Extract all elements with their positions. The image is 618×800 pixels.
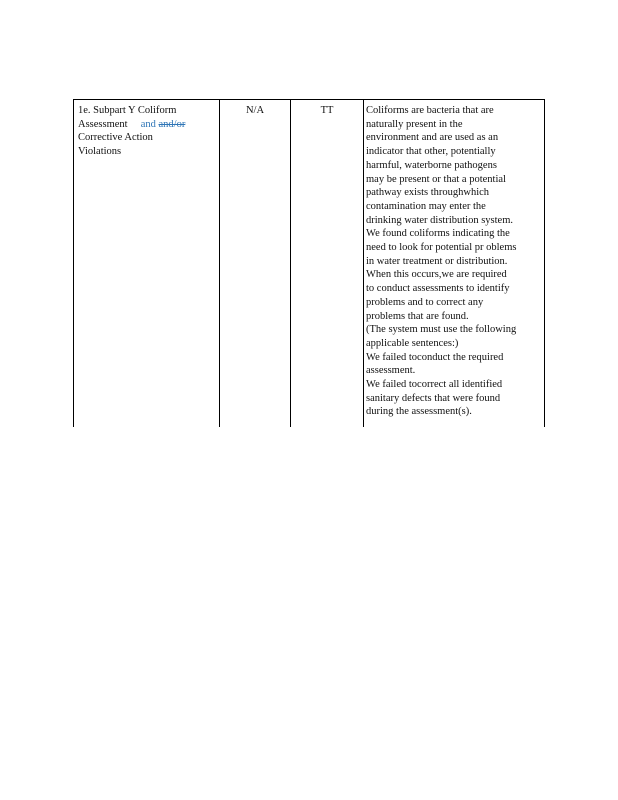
explanation-line: harmful, waterborne pathogens [366,159,497,171]
contaminant-line-prefix: Assessment [78,118,128,130]
explanation-line: need to look for potential pr oblems [366,242,517,254]
explanation-line: We failed toconduct the required [366,351,504,363]
explanation-line: in water treatment or distribution. [366,255,508,267]
explanation-line: Coliforms are bacteria that are [366,105,494,116]
inserted-text: and [140,118,156,130]
explanation-line: applicable sentences:) [366,337,459,349]
explanation-line: may be present or that a potential [366,173,506,185]
column-divider [219,100,220,427]
explanation-line: sanitary defects that were found [366,392,501,404]
explanation-line: problems that are found. [366,310,469,322]
explanation-line: (The system must use the following [366,324,517,336]
explanation-line: We failed tocorrect all identified [366,379,503,391]
explanation-line: to conduct assessments to identify [366,283,510,295]
violations-table [73,99,545,427]
explanation-line: during the assessment(s). [366,406,472,418]
explanation-line: naturally present in the [366,118,463,130]
mcl-cell: TT [320,105,334,116]
mclg-cell: N/A [245,105,265,116]
explanation-line: assessment. [366,365,416,377]
contaminant-line-revision [78,118,216,132]
contaminant-line: 1e. Subpart Y Coliform [78,105,177,116]
explanation-line: pathway exists throughwhich [366,187,490,199]
column-divider [363,100,364,427]
explanation-line: problems and to correct any [366,296,484,308]
explanation-line: When this occurs,we are required [366,269,507,281]
explanation-line: indicator that other, potentially [366,146,496,158]
explanation-line: We found coliforms indicating the [366,228,510,240]
contaminant-line: Violations [78,146,122,158]
column-divider [290,100,291,427]
contaminant-cell [78,104,216,159]
explanation-line: environment and are used as an [366,132,499,144]
explanation-line: contamination may enter the [366,200,486,212]
explanation-cell [366,104,536,419]
explanation-line: drinking water distribution system. [366,214,513,226]
deleted-text: and/or [158,118,186,130]
contaminant-line: Corrective Action [78,132,153,144]
